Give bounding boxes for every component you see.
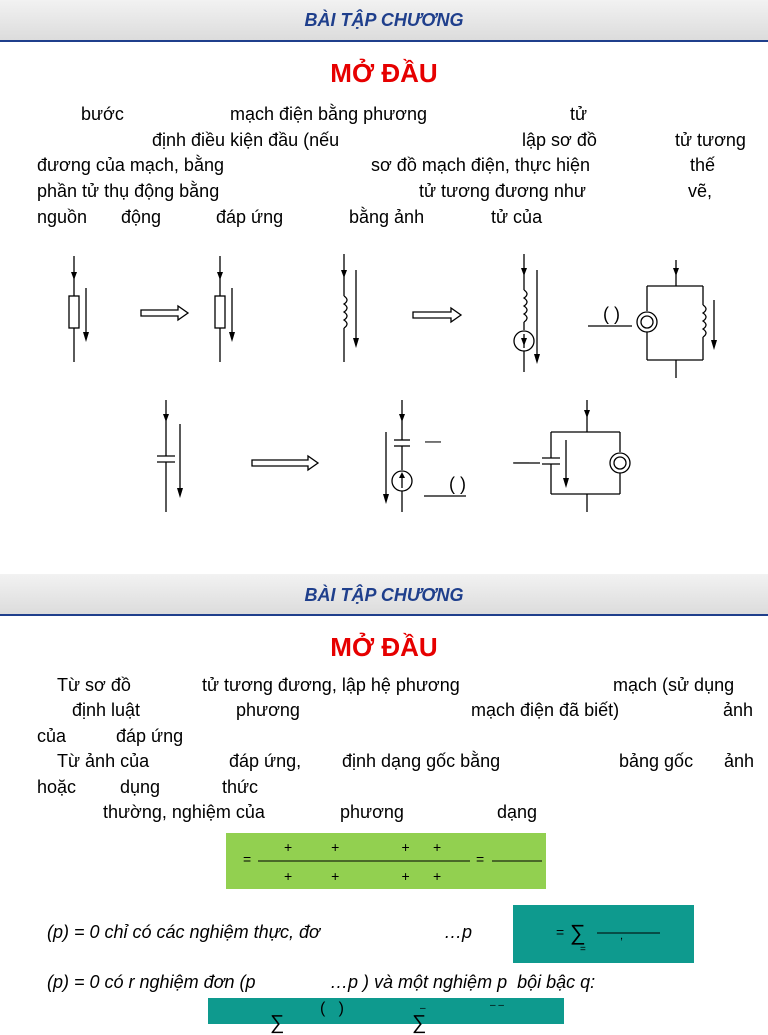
s2-line5-b: dụng (120, 777, 161, 797)
s1-line5-a: nguồn (37, 207, 88, 227)
formula-teal2-paren: ( ) (320, 1000, 344, 1017)
slide1-title: MỞ ĐẦU (330, 58, 438, 88)
formula-teal-sub: = (580, 944, 586, 955)
s2-line6-c: dạng (497, 802, 538, 822)
formula-box-teal-2 (208, 998, 564, 1024)
s1-line5-b: động (121, 207, 162, 227)
s1-line5-e: tử của (491, 207, 543, 227)
s2-line5-a: hoặc (37, 777, 77, 797)
formula-teal-comma: , (620, 930, 624, 942)
s2-line4-d: bảng gốc (619, 751, 694, 771)
s1-line2-b: lập sơ đồ (522, 130, 597, 150)
case1-tail: …p (444, 922, 473, 942)
s2-line3-b: đáp ứng (116, 726, 184, 746)
formula-green-denominator: + + + + (284, 868, 442, 884)
formula-teal-sum: ∑ (570, 920, 586, 945)
formula-teal2-bar: – (420, 1003, 426, 1014)
s1-line5-c: đáp ứng (216, 207, 284, 227)
s2-line6-b: phương (340, 802, 404, 822)
s1-line2-a: định điều kiện đầu (nếu (152, 130, 340, 150)
formula-green-eq2: = (476, 851, 485, 867)
s2-line2-b: phương (236, 700, 300, 720)
slide2-title: MỞ ĐẦU (330, 632, 438, 662)
formula-teal2-sum1: ∑ (270, 1012, 285, 1034)
formula-green-numerator: + + + + (284, 839, 442, 855)
slide1-header-text: BÀI TẬP CHƯƠNG (304, 10, 464, 30)
case2-text: (p) = 0 có r nghiệm đơn (p (47, 972, 256, 992)
s1-line5-d: bằng ảnh (349, 207, 425, 227)
s1-line2-c: tử tương (675, 130, 746, 150)
s2-line1-b: tử tương đương, lập hệ phương (202, 675, 460, 695)
s2-line4-c: định dạng gốc bằng (342, 751, 501, 771)
s2-line3-a: của (37, 726, 67, 746)
s1-line3-b: sơ đồ mạch điện, thực hiện (371, 155, 590, 175)
s1-line4-a: phần tử thụ động bằng (37, 181, 220, 201)
s2-line6-a: thường, nghiệm của (103, 802, 265, 822)
s2-line1-a: Từ sơ đồ (57, 675, 131, 695)
formula-teal-eq: = (556, 924, 565, 940)
s1-line4-c: vẽ, (688, 181, 713, 201)
s1-line4-b: tử tương đương như (419, 181, 586, 201)
s2-line4-a: Từ ảnh của (57, 751, 150, 771)
s2-line2-d: ảnh (723, 700, 754, 720)
s2-line5-c: thức (222, 777, 259, 797)
diagram-label-paren-1: ( ) (603, 304, 620, 324)
diagram-label-dash-2: — (513, 454, 529, 471)
slide2-header-text: BÀI TẬP CHƯƠNG (304, 585, 464, 605)
s2-line2-c: mạch điện đã biết) (471, 700, 620, 720)
s1-line1-b: mạch điện bằng phương (230, 104, 427, 124)
formula-green-eq1: = (243, 851, 252, 867)
formula-teal2-dashes: – – (490, 1000, 504, 1011)
s1-line1-c: tử (570, 104, 588, 124)
s1-line3-c: thế (690, 155, 716, 175)
s2-line4-e: ảnh (724, 751, 755, 771)
s1-line3-a: đương của mạch, bằng (37, 155, 224, 175)
diagram-label-dash-1: — (425, 433, 441, 450)
s2-line2-a: định luật (72, 700, 141, 720)
diagram-label-paren-2: ( ) (449, 474, 466, 494)
formula-teal2-sum2: ∑ (412, 1012, 427, 1034)
s1-line1-a: bước (81, 104, 124, 124)
s2-line4-b: đáp ứng, (229, 751, 302, 771)
s2-line1-c: mạch (sử dụng (613, 675, 735, 695)
case1-text: (p) = 0 chỉ có các nghiệm thực, đơ (47, 922, 320, 942)
case2-tail: …p ) và một nghiệm p bội bậc q: (330, 972, 596, 992)
